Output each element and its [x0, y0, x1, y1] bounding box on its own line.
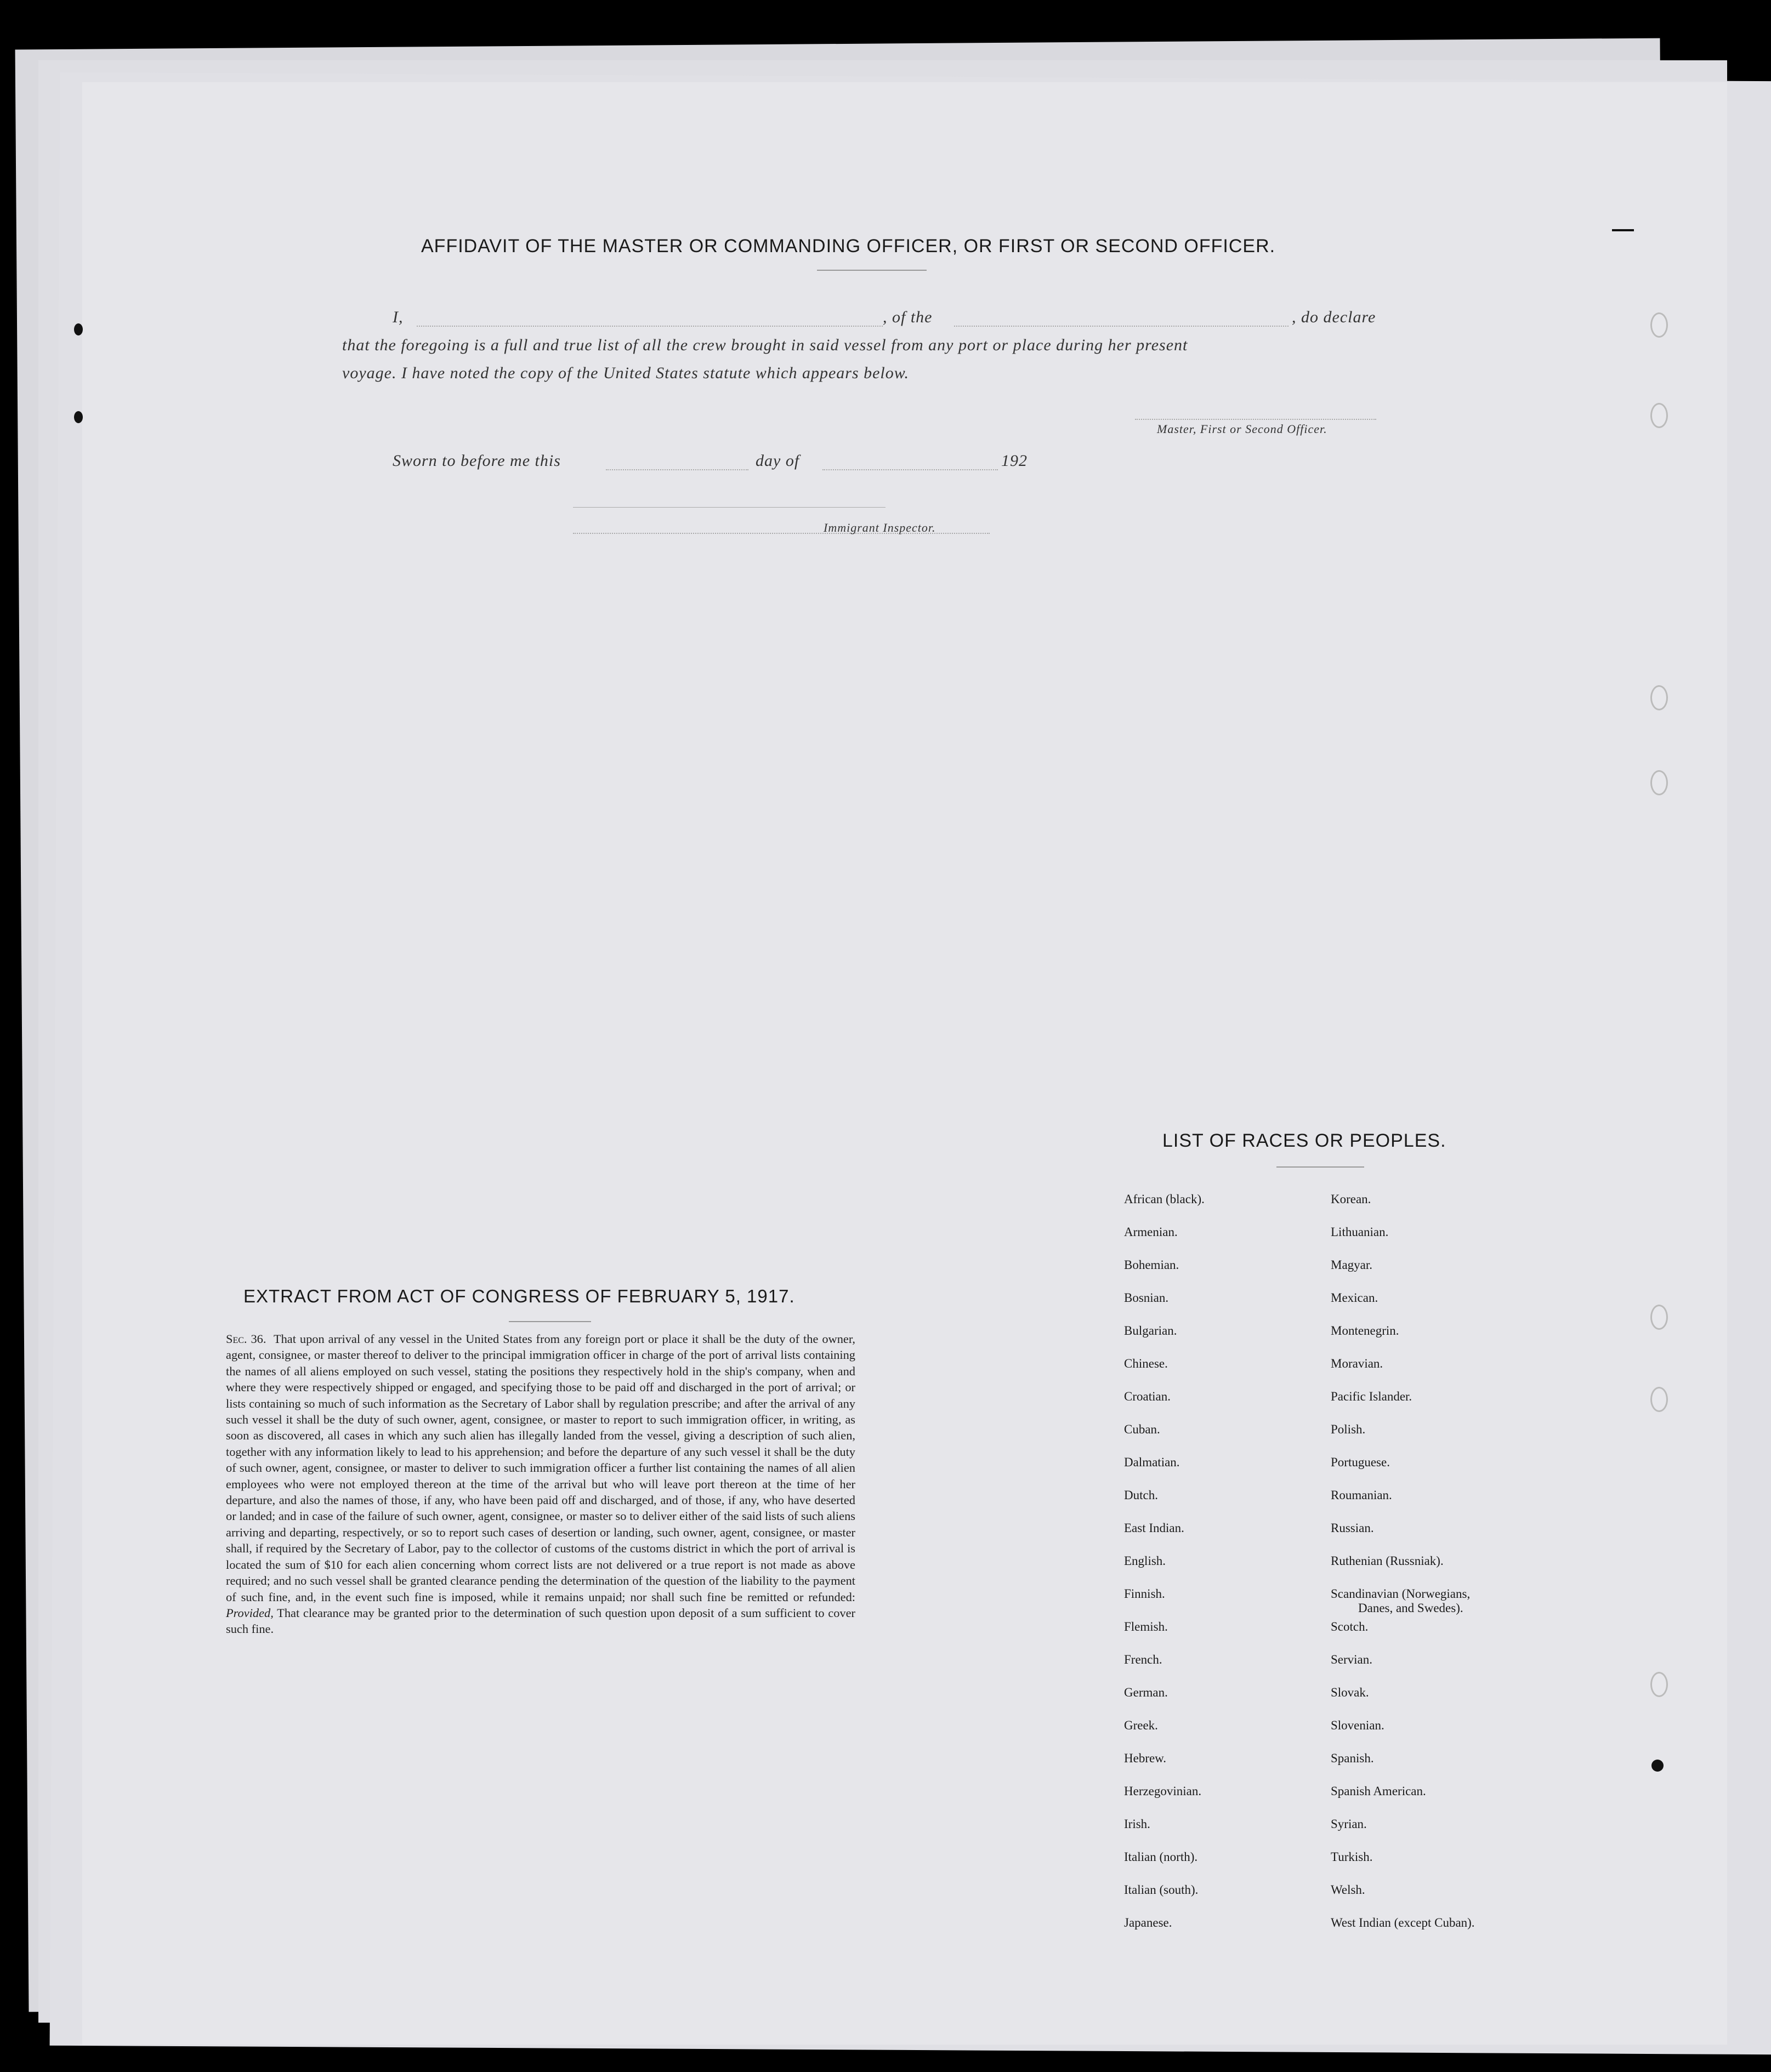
year-prefix: 192	[1001, 452, 1028, 470]
race-item: Japanese.	[1124, 1916, 1172, 1929]
signature-blank[interactable]	[1135, 419, 1376, 420]
race-item: Turkish.	[1331, 1850, 1373, 1864]
race-item: Irish.	[1124, 1817, 1150, 1831]
day-of-text: day of	[756, 452, 800, 470]
affidavit-title: AFFIDAVIT OF THE MASTER OR COMMANDING OFFICER, OR FIRST OR SECOND OFFICER.	[421, 236, 1276, 257]
race-item: Dalmatian.	[1124, 1455, 1180, 1469]
binding-hole	[74, 411, 83, 423]
sworn-text: Sworn to before me this	[393, 452, 561, 470]
section-body-1: That upon arrival of any vessel in the United States from any foreign port or place it shall be the duty of the owner, agent, consignee, or master thereof to deliver to the principal immigration officer in charge of the port of arrival lists containing the names of all aliens employed on such vessel, stating the positions they respectively hold in the ship's company, when and where they were respectively shipped or engaged, and specifying those to be paid off and discharged in the port of arrival; or lists containing so much of such information as the Secretary of Labor shall by regulation prescribe; and after the arrival of any such vessel it shall be the duty of such owner, agent, consignee, or master to report to such immigration officer, in writing, as soon as discovered, all cases in which any such alien has illegally landed from the vessel, giving a description of such alien, together with any information likely to lead to his apprehension; and before the departure of any such vessel it shall be the duty of such owner, agent, consignee, or master to deliver to such immigration officer a further list containing the names of all alien employees who were not employed thereon at the time of the arrival but who will leave port thereon at the time of her departure, and also the names of those, if any, who have been paid off and discharged, and of those, if any, who have deserted or landed; and in case of the failure of such owner, agent, consignee, or master so to deliver either of the said lists of such aliens arriving and departing, respectively, or so to report such cases of desertion or landing, such owner, agent, consignee, or master shall, if required by the Secretary of Labor, pay to the collector of customs of the customs district in which the port of arrival is located the sum of $10 for each alien concerning whom correct lists are not delivered or a true report is not made as above required; and no such vessel shall be granted clearance pending the determination of the question of the liability to the payment of such fine, and, in the event such fine is imposed, while it remains unpaid; nor shall such fine be remitted or refunded:	[226, 1332, 855, 1604]
affidavit-declare: , do declare	[1292, 308, 1376, 326]
race-item: Flemish.	[1124, 1620, 1168, 1633]
extract-title: EXTRACT FROM ACT OF CONGRESS OF FEBRUARY 5, 1917.	[243, 1286, 795, 1306]
race-item: African (black).	[1124, 1192, 1205, 1206]
punch-hole	[1650, 1672, 1668, 1697]
punch-hole-dark	[1651, 1760, 1664, 1772]
race-item: French.	[1124, 1653, 1162, 1666]
race-item: Hebrew.	[1124, 1751, 1167, 1765]
race-item: Bulgarian.	[1124, 1324, 1177, 1337]
race-item: Polish.	[1331, 1422, 1366, 1436]
races-title: LIST OF RACES OR PEOPLES.	[1162, 1130, 1446, 1151]
race-item: Chinese.	[1124, 1357, 1168, 1370]
race-item: Russian.	[1331, 1521, 1374, 1535]
punch-hole	[1650, 312, 1668, 338]
race-item: Pacific Islander.	[1331, 1390, 1412, 1403]
race-item: English.	[1124, 1554, 1166, 1568]
race-item: Bosnian.	[1124, 1291, 1169, 1305]
margin-mark	[1612, 229, 1634, 231]
race-item: Italian (north).	[1124, 1850, 1198, 1864]
extract-text	[226, 1331, 855, 1637]
race-item: Moravian.	[1331, 1357, 1383, 1370]
race-item: Cuban.	[1124, 1422, 1160, 1436]
vessel-blank[interactable]	[954, 326, 1288, 327]
race-item: Dutch.	[1124, 1488, 1158, 1502]
section-body-2: That clearance may be granted prior to the determination of such question upon deposit of a sum sufficient to cover such fine.	[226, 1606, 855, 1636]
race-item: Scandinavian (Norwegians, Danes, and Swedes).	[1331, 1587, 1471, 1615]
sworn-day-blank[interactable]	[606, 469, 748, 470]
race-item: Montenegrin.	[1331, 1324, 1399, 1337]
title-rule	[817, 270, 927, 271]
race-item-continuation: Danes, and Swedes).	[1358, 1601, 1463, 1615]
affidavit-i: I,	[393, 308, 404, 326]
provided-word: Provided,	[226, 1606, 274, 1620]
race-item: West Indian (except Cuban).	[1331, 1916, 1475, 1929]
affidavit-of-the: , of the	[883, 308, 933, 326]
race-item: Roumanian.	[1331, 1488, 1392, 1502]
race-item: Slovak.	[1331, 1686, 1369, 1699]
race-item: Spanish.	[1331, 1751, 1374, 1765]
punch-hole	[1650, 770, 1668, 795]
punch-hole	[1650, 685, 1668, 710]
binding-hole	[74, 323, 83, 335]
race-item: Armenian.	[1124, 1225, 1178, 1239]
race-item: Ruthenian (Russniak).	[1331, 1554, 1444, 1568]
race-item: Bohemian.	[1124, 1258, 1179, 1272]
race-item: Scotch.	[1331, 1620, 1369, 1633]
race-item: Mexican.	[1331, 1291, 1378, 1305]
punch-hole	[1650, 1305, 1668, 1330]
affidavit-line3: voyage. I have noted the copy of the United States statute which appears below.	[342, 364, 910, 382]
race-item: Syrian.	[1331, 1817, 1367, 1831]
race-item: Finnish.	[1124, 1587, 1165, 1601]
name-blank[interactable]	[417, 326, 883, 327]
sworn-month-blank[interactable]	[822, 469, 998, 470]
race-item: Slovenian.	[1331, 1718, 1384, 1732]
race-item: Servian.	[1331, 1653, 1373, 1666]
extract-rule	[509, 1321, 591, 1322]
race-item: Herzegovinian.	[1124, 1784, 1202, 1798]
punch-hole	[1650, 1387, 1668, 1412]
inspector-label: Immigrant Inspector.	[824, 521, 936, 534]
affidavit-line2: that the foregoing is a full and true list of all the crew brought in said vessel from any port or place during her present	[342, 336, 1188, 354]
race-item: Magyar.	[1331, 1258, 1373, 1272]
race-item: Greek.	[1124, 1718, 1158, 1732]
section-label: Sec. 36.	[226, 1332, 266, 1346]
race-item: Spanish American.	[1331, 1784, 1426, 1798]
race-item: Italian (south).	[1124, 1883, 1199, 1897]
races-rule	[1276, 1166, 1364, 1168]
punch-hole	[1650, 403, 1668, 428]
race-item: East Indian.	[1124, 1521, 1184, 1535]
race-item: Lithuanian.	[1331, 1225, 1389, 1239]
inspector-rule	[573, 507, 886, 508]
signature-label: Master, First or Second Officer.	[1157, 422, 1327, 436]
race-item: Welsh.	[1331, 1883, 1365, 1897]
race-item: German.	[1124, 1686, 1168, 1699]
race-item: Croatian.	[1124, 1390, 1171, 1403]
race-item: Korean.	[1331, 1192, 1371, 1206]
race-item: Portuguese.	[1331, 1455, 1390, 1469]
